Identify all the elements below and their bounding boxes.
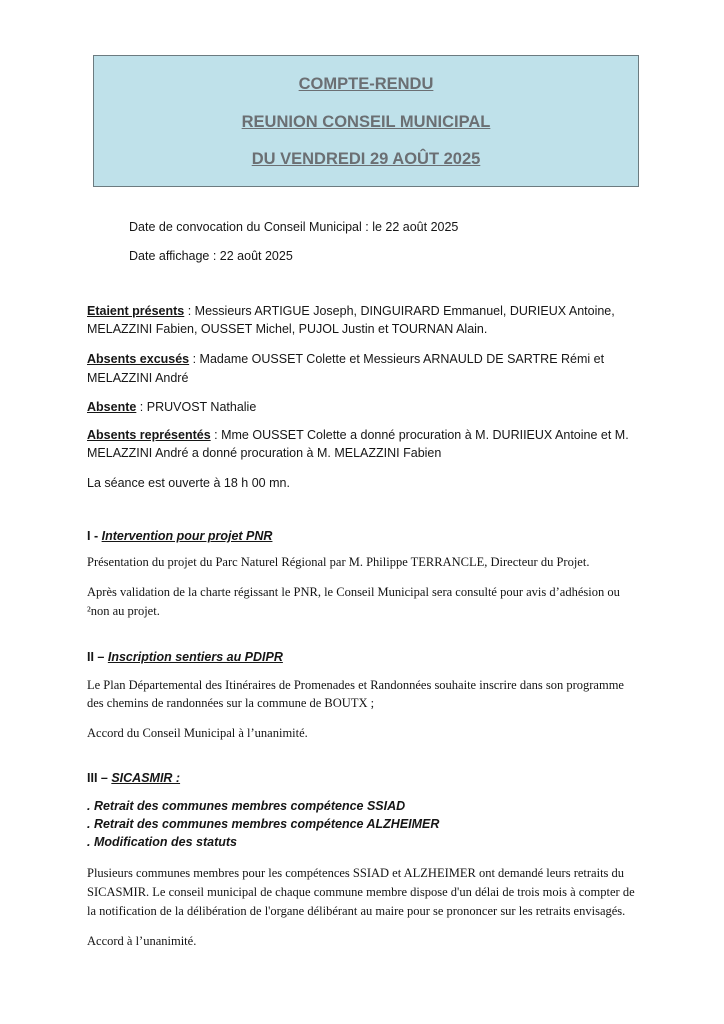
representes-label: Absents représentés [87, 428, 211, 442]
section-3-bullet-1: . Retrait des communes membres compétence SSIAD [87, 799, 406, 813]
excuses-text-1: : Madame OUSSET Colette et Messieurs ARNAULD DE SARTRE Rémi et [189, 352, 605, 366]
section-3-bullet-2: . Retrait des communes membres compétence ALZHEIMER [87, 817, 440, 831]
absente-line [87, 400, 256, 414]
section-3-title: SICASMIR : [111, 771, 181, 785]
presents-line-2: MELAZZINI Fabien, OUSSET Michel, PUJOL Justin et TOURNAN Alain. [87, 322, 488, 336]
presents-label: Etaient présents [87, 304, 185, 318]
section-3-bullet-3: . Modification des statuts [87, 835, 238, 849]
title-date: DU VENDREDI 29 AOÛT 2025 [251, 150, 481, 168]
section-3-heading [87, 771, 180, 785]
section-2-title: Inscription sentiers au PDIPR [107, 650, 283, 664]
title-reunion: REUNION CONSEIL MUNICIPAL [241, 113, 491, 131]
section-3-number: III – [87, 771, 112, 785]
presents-line-1 [87, 304, 615, 318]
excuses-line-1 [87, 352, 604, 366]
section-3-paragraph-1: Plusieurs communes membres pour les compétences SSIAD et ALZHEIMER ont demandé leurs retraits du [87, 866, 625, 880]
excuses-line-2: MELAZZINI André [87, 371, 189, 385]
section-1-heading [87, 529, 272, 543]
date-convocation: Date de convocation du Conseil Municipal : le 22 août 2025 [129, 220, 459, 234]
section-1-paragraph-2: Après validation de la charte régissant le PNR, le Conseil Municipal sera consulté pour avis d’adhésion ou [87, 585, 620, 599]
section-2-heading [87, 650, 283, 664]
date-affichage: Date affichage : 22 août 2025 [129, 249, 293, 263]
absente-label: Absente [87, 400, 137, 414]
section-2-paragraph-3: Accord du Conseil Municipal à l’unanimité. [87, 726, 308, 740]
presents-text-1: : Messieurs ARTIGUE Joseph, DINGUIRARD Emmanuel, DURIEUX Antoine, [184, 304, 615, 318]
section-1-paragraph-3: ²non au projet. [87, 604, 160, 618]
section-1-paragraph-1: Présentation du projet du Parc Naturel Régional par M. Philippe TERRANCLE, Directeur du Projet. [87, 555, 590, 569]
representes-line-1 [87, 428, 629, 442]
absente-text: : PRUVOST Nathalie [136, 400, 257, 414]
section-3-paragraph-3: la notification de la délibération de l'organe délibérant au maire pour se prononcer sur les retraits envisagés. [87, 904, 626, 918]
section-1-number: I - [87, 529, 102, 543]
section-2-paragraph-1: Le Plan Départemental des Itinéraires de Promenades et Randonnées souhaite inscrire dans son programme [87, 678, 624, 692]
section-1-title: Intervention pour projet PNR [101, 529, 273, 543]
section-2-paragraph-2: des chemins de randonnées sur la commune de BOUTX ; [87, 696, 375, 710]
section-2-number: II – [87, 650, 108, 664]
representes-text-1: : Mme OUSSET Colette a donné procuration à M. DURIIEUX Antoine et M. [210, 428, 629, 442]
excuses-label: Absents excusés [87, 352, 190, 366]
representes-line-2: MELAZZINI André a donné procuration à M. MELAZZINI Fabien [87, 446, 442, 460]
title-box [93, 55, 639, 187]
seance-ouverte: La séance est ouverte à 18 h 00 mn. [87, 476, 290, 490]
section-3-paragraph-2: SICASMIR. Le conseil municipal de chaque commune membre dispose d'un délai de trois mois à compter de [87, 885, 635, 899]
section-3-paragraph-4: Accord à l’unanimité. [87, 934, 197, 948]
title-compte-rendu: COMPTE-RENDU [298, 75, 434, 93]
